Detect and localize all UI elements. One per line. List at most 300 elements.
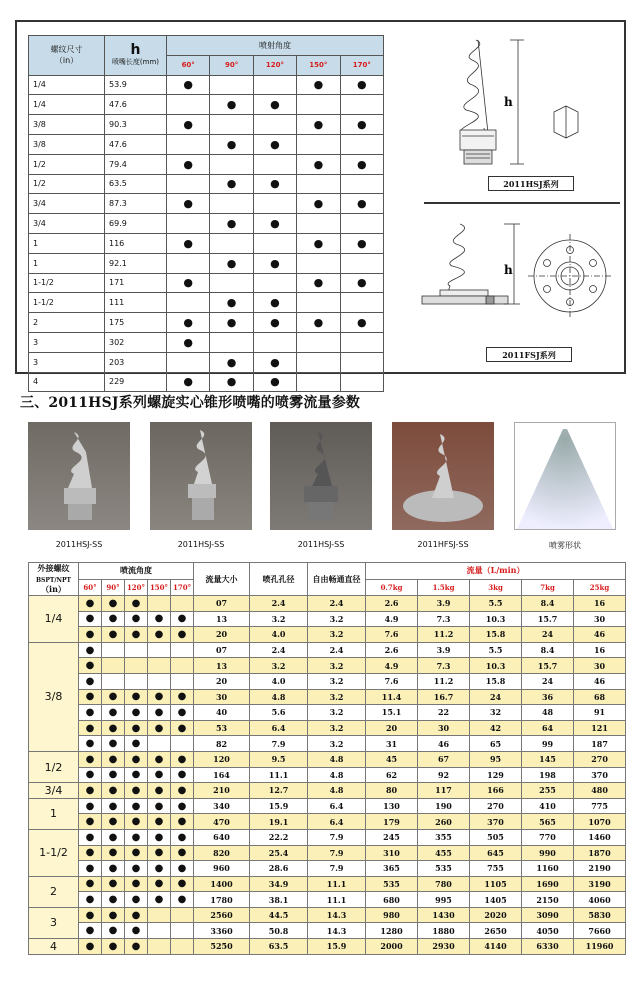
angle-dot: ● [253, 95, 296, 115]
flow-value: 80 [366, 783, 418, 799]
flow-value: 4140 [470, 939, 522, 955]
angle-header-1: 90° [210, 55, 253, 75]
hsj-h-label: h [504, 95, 513, 109]
cell-code: 30 [194, 689, 250, 705]
angle-dot: ● [167, 75, 210, 95]
angle-dot [340, 293, 383, 313]
flow-value: 2.6 [366, 596, 418, 612]
flow-value: 22 [418, 705, 470, 721]
cell-free: 3.2 [308, 673, 366, 689]
angle-dot: ● [253, 253, 296, 273]
angle-dot: ● [79, 689, 102, 705]
angle-dot: ● [125, 845, 148, 861]
angle-dot: ● [297, 75, 340, 95]
angle-dot: ● [125, 814, 148, 830]
angle-dot [148, 939, 171, 955]
cell-free: 3.2 [308, 611, 366, 627]
cell-orifice: 11.1 [250, 767, 308, 783]
cell-code: 5250 [194, 939, 250, 955]
flow-value: 4.9 [366, 658, 418, 674]
flow-value: 117 [418, 783, 470, 799]
angle-dot: ● [125, 798, 148, 814]
cell-orifice: 3.2 [250, 611, 308, 627]
nozzle-length: 47.6 [105, 95, 167, 115]
angle-dot [340, 134, 383, 154]
angle-dot: ● [171, 767, 194, 783]
flow-value: 770 [522, 829, 574, 845]
angle-dot: ● [148, 705, 171, 721]
angle-dot: ● [253, 372, 296, 392]
flow-value: 15.8 [470, 627, 522, 643]
flow-value: 45 [366, 751, 418, 767]
angle-dot: ● [102, 861, 125, 877]
flow-value: 16.7 [418, 689, 470, 705]
angle-dot [102, 658, 125, 674]
table-row [29, 253, 384, 273]
cell-orifice: 15.9 [250, 798, 308, 814]
flow-value: 455 [418, 845, 470, 861]
cell-code: 07 [194, 642, 250, 658]
cell-code: 470 [194, 814, 250, 830]
angle-dot: ● [210, 293, 253, 313]
cell-code: 1780 [194, 892, 250, 908]
flow-value: 645 [470, 845, 522, 861]
table-row [29, 658, 626, 674]
flow-value: 65 [470, 736, 522, 752]
angle-dot: ● [148, 689, 171, 705]
flow-value: 46 [574, 673, 626, 689]
angle-dot: ● [102, 923, 125, 939]
thread-size: 1-1/2 [29, 293, 105, 313]
flow-value: 565 [522, 814, 574, 830]
flow-value: 270 [574, 751, 626, 767]
angle-dot: ● [167, 273, 210, 293]
thread-size: 3/4 [29, 194, 105, 214]
angle-dot: ● [167, 233, 210, 253]
angle-dot [210, 233, 253, 253]
angle-dot: ● [102, 596, 125, 612]
angle-dot: ● [148, 892, 171, 908]
flow-value: 46 [574, 627, 626, 643]
angle-dot: ● [148, 829, 171, 845]
angle-dot [297, 253, 340, 273]
flow-value: 95 [470, 751, 522, 767]
angle-dot: ● [167, 332, 210, 352]
angle-dot [340, 253, 383, 273]
table-row [29, 876, 626, 892]
nozzle-length: 203 [105, 352, 167, 372]
cell-code: 07 [194, 596, 250, 612]
flow-value: 1105 [470, 876, 522, 892]
thread-size: 4 [29, 939, 79, 955]
angle-dot [297, 372, 340, 392]
thread-size: 2 [29, 876, 79, 907]
thread-size: 3 [29, 907, 79, 938]
angle-dot: ● [125, 939, 148, 955]
flow-value: 410 [522, 798, 574, 814]
angle-dot: ● [171, 627, 194, 643]
table-row [29, 273, 384, 293]
angle-dot [171, 923, 194, 939]
table-row [29, 596, 626, 612]
flow-value: 8.4 [522, 596, 574, 612]
cell-code: 1400 [194, 876, 250, 892]
flow-value: 1160 [522, 861, 574, 877]
angle-dot: ● [125, 611, 148, 627]
angle-dot: ● [253, 352, 296, 372]
angle-dot: ● [102, 705, 125, 721]
angle-dot: ● [102, 892, 125, 908]
flow-value: 130 [366, 798, 418, 814]
cell-orifice: 22.2 [250, 829, 308, 845]
table-row [29, 75, 384, 95]
angle-dot: ● [102, 798, 125, 814]
angle-dot: ● [79, 705, 102, 721]
flow-angle-0: 60° [79, 579, 102, 596]
nozzle-length: 63.5 [105, 174, 167, 194]
cell-code: 640 [194, 829, 250, 845]
hsj-series-caption: 2011HSJ系列 [488, 176, 574, 191]
flow-value: 680 [366, 892, 418, 908]
angle-dot: ● [79, 876, 102, 892]
cell-orifice: 5.6 [250, 705, 308, 721]
cell-free: 15.9 [308, 939, 366, 955]
angle-dot [167, 174, 210, 194]
flow-value: 5.5 [470, 596, 522, 612]
cell-code: 53 [194, 720, 250, 736]
flow-value: 16 [574, 596, 626, 612]
flow-value: 15.7 [522, 611, 574, 627]
flow-value: 990 [522, 845, 574, 861]
table-row [29, 134, 384, 154]
flow-value: 2650 [470, 923, 522, 939]
angle-dot: ● [125, 892, 148, 908]
pressure-header-0: 0.7kg [366, 579, 418, 596]
angle-dot: ● [210, 313, 253, 333]
nozzle-length: 53.9 [105, 75, 167, 95]
angle-dot: ● [79, 736, 102, 752]
angle-dot [210, 115, 253, 135]
angle-dot: ● [125, 596, 148, 612]
angle-dot: ● [79, 798, 102, 814]
flow-value: 7.6 [366, 673, 418, 689]
h-header: h 喷嘴长度(mm) [105, 36, 167, 76]
cell-code: 340 [194, 798, 250, 814]
table-row [29, 352, 384, 372]
flow-value: 10.3 [470, 611, 522, 627]
cell-orifice: 19.1 [250, 814, 308, 830]
photo-hfsj-ss [392, 422, 494, 530]
thread-size: 1-1/2 [29, 829, 79, 876]
angle-dot: ● [79, 829, 102, 845]
flow-value: 270 [470, 798, 522, 814]
flow-value: 15.1 [366, 705, 418, 721]
angle-dot: ● [171, 892, 194, 908]
angle-dot [171, 736, 194, 752]
thread-size: 1/4 [29, 596, 79, 643]
angle-dot [171, 658, 194, 674]
angle-dot: ● [253, 293, 296, 313]
thread-size: 1/2 [29, 751, 79, 782]
nozzle-length: 87.3 [105, 194, 167, 214]
flow-value: 365 [366, 861, 418, 877]
fsj-h-label: h [504, 263, 513, 277]
flow-value: 3090 [522, 907, 574, 923]
angle-dot [210, 194, 253, 214]
table-row [29, 689, 626, 705]
flow-value: 3.9 [418, 642, 470, 658]
flow-value: 67 [418, 751, 470, 767]
angle-dot [253, 154, 296, 174]
nozzle-length: 69.9 [105, 214, 167, 234]
angle-dot: ● [297, 115, 340, 135]
table-row [29, 627, 626, 643]
angle-dot: ● [167, 194, 210, 214]
angle-dot: ● [340, 154, 383, 174]
angle-dot: ● [125, 689, 148, 705]
angle-dot: ● [125, 876, 148, 892]
angle-dot: ● [171, 861, 194, 877]
angle-dot [171, 939, 194, 955]
angle-dot: ● [102, 814, 125, 830]
angle-dot: ● [125, 829, 148, 845]
flow-value: 46 [418, 736, 470, 752]
flow-value: 15.7 [522, 658, 574, 674]
flow-value: 8.4 [522, 642, 574, 658]
flow-value: 16 [574, 642, 626, 658]
cell-code: 960 [194, 861, 250, 877]
angle-dot [297, 134, 340, 154]
angle-dot: ● [102, 829, 125, 845]
table-row [29, 829, 626, 845]
flow-value: 99 [522, 736, 574, 752]
flow-value: 30 [574, 658, 626, 674]
flow-value: 2.6 [366, 642, 418, 658]
flow-value: 62 [366, 767, 418, 783]
angle-dot: ● [148, 627, 171, 643]
cell-free: 11.1 [308, 876, 366, 892]
thread-size: 3/4 [29, 783, 79, 799]
flow-value: 2190 [574, 861, 626, 877]
angle-dot [167, 95, 210, 115]
angle-header-3: 150° [297, 55, 340, 75]
cell-orifice: 4.0 [250, 673, 308, 689]
flow-value: 31 [366, 736, 418, 752]
flow-value: 32 [470, 705, 522, 721]
angle-dot: ● [297, 313, 340, 333]
flow-value: 1880 [418, 923, 470, 939]
angle-dot [125, 673, 148, 689]
angle-dot: ● [125, 627, 148, 643]
flow-value: 4060 [574, 892, 626, 908]
angle-dot [340, 372, 383, 392]
nozzle-length: 302 [105, 332, 167, 352]
angle-dot: ● [79, 596, 102, 612]
cell-code: 40 [194, 705, 250, 721]
angle-dot: ● [171, 783, 194, 799]
angle-dot: ● [125, 705, 148, 721]
angle-dot [297, 95, 340, 115]
flow-value: 129 [470, 767, 522, 783]
dimension-table [28, 35, 384, 392]
flow-value: 2150 [522, 892, 574, 908]
fsj-series-caption: 2011FSJ系列 [486, 347, 572, 362]
angle-dot [148, 642, 171, 658]
photo-spray-pattern [514, 422, 616, 530]
table-row [29, 154, 384, 174]
nozzle-length: 175 [105, 313, 167, 333]
angle-dot: ● [171, 798, 194, 814]
nozzle-length: 90.3 [105, 115, 167, 135]
angle-dot: ● [210, 214, 253, 234]
angle-dot: ● [148, 861, 171, 877]
flow-value: 7660 [574, 923, 626, 939]
angle-dot [253, 115, 296, 135]
angle-dot: ● [297, 273, 340, 293]
flow-value: 310 [366, 845, 418, 861]
flow-value: 255 [522, 783, 574, 799]
diagram-divider [424, 202, 620, 204]
angle-dot: ● [79, 939, 102, 955]
angle-dot: ● [340, 194, 383, 214]
angle-dot: ● [125, 720, 148, 736]
flow-size-header: 流量大小 [194, 563, 250, 596]
angle-dot: ● [340, 115, 383, 135]
table-row [29, 720, 626, 736]
flow-value: 1405 [470, 892, 522, 908]
angle-dot: ● [148, 720, 171, 736]
angle-dot [148, 923, 171, 939]
angle-dot [253, 233, 296, 253]
angle-dot: ● [171, 814, 194, 830]
angle-dot: ● [79, 907, 102, 923]
angle-dot [167, 352, 210, 372]
angle-dot: ● [102, 767, 125, 783]
flow-value: 355 [418, 829, 470, 845]
angle-dot: ● [148, 876, 171, 892]
flow-value: 68 [574, 689, 626, 705]
angle-dot: ● [297, 194, 340, 214]
angle-header-2: 120° [253, 55, 296, 75]
table-row [29, 611, 626, 627]
angle-dot [210, 332, 253, 352]
flow-angle-2: 120° [125, 579, 148, 596]
cell-free: 2.4 [308, 642, 366, 658]
flow-value: 505 [470, 829, 522, 845]
nozzle-length: 229 [105, 372, 167, 392]
angle-dot: ● [297, 233, 340, 253]
flow-value: 30 [574, 611, 626, 627]
angle-dot: ● [79, 845, 102, 861]
flow-value: 11.4 [366, 689, 418, 705]
cell-code: 164 [194, 767, 250, 783]
spray-angle-header: 喷射角度 [167, 36, 384, 56]
thread-size: 3/4 [29, 214, 105, 234]
flow-value: 4050 [522, 923, 574, 939]
cell-free: 7.9 [308, 861, 366, 877]
thread-size: 1/2 [29, 154, 105, 174]
flow-value: 11960 [574, 939, 626, 955]
angle-dot: ● [102, 611, 125, 627]
flow-value: 198 [522, 767, 574, 783]
flow-value: 179 [366, 814, 418, 830]
flow-value: 121 [574, 720, 626, 736]
angle-dot: ● [171, 751, 194, 767]
angle-dot [171, 907, 194, 923]
angle-dot: ● [297, 154, 340, 174]
angle-dot: ● [79, 814, 102, 830]
cell-free: 3.2 [308, 705, 366, 721]
table-row [29, 115, 384, 135]
angle-dot: ● [253, 174, 296, 194]
cell-orifice: 25.4 [250, 845, 308, 861]
table-row [29, 767, 626, 783]
cell-free: 7.9 [308, 829, 366, 845]
angle-dot [297, 293, 340, 313]
angle-dot: ● [210, 372, 253, 392]
pressure-header-4: 25kg [574, 579, 626, 596]
angle-dot [148, 596, 171, 612]
angle-dot: ● [171, 876, 194, 892]
photo-label-3: 2011HSJ-SS [297, 540, 345, 549]
thread-size: 4 [29, 372, 105, 392]
flow-value: 11.2 [418, 627, 470, 643]
angle-dot: ● [253, 214, 296, 234]
table-row [29, 313, 384, 333]
cell-orifice: 34.9 [250, 876, 308, 892]
flow-value: 1280 [366, 923, 418, 939]
flow-angle-3: 150° [148, 579, 171, 596]
table-row [29, 845, 626, 861]
flow-value: 5.5 [470, 642, 522, 658]
angle-dot [171, 596, 194, 612]
flow-value: 4.9 [366, 611, 418, 627]
angle-dot: ● [125, 861, 148, 877]
flow-value: 995 [418, 892, 470, 908]
angle-dot: ● [340, 273, 383, 293]
angle-dot [253, 194, 296, 214]
angle-dot [297, 352, 340, 372]
nozzle-length: 111 [105, 293, 167, 313]
table-row [29, 705, 626, 721]
angle-dot [148, 907, 171, 923]
thread-size: 1 [29, 233, 105, 253]
angle-dot: ● [148, 611, 171, 627]
flow-value: 3190 [574, 876, 626, 892]
flow-value: 24 [470, 689, 522, 705]
angle-dot [340, 174, 383, 194]
flow-value: 535 [418, 861, 470, 877]
photo-hsj-ss-3 [270, 422, 372, 530]
cell-code: 13 [194, 658, 250, 674]
table-row [29, 892, 626, 908]
flow-value: 11.2 [418, 673, 470, 689]
angle-dot [210, 75, 253, 95]
angle-dot: ● [79, 642, 102, 658]
table-row [29, 233, 384, 253]
angle-dot [148, 736, 171, 752]
nozzle-length: 171 [105, 273, 167, 293]
angle-dot [340, 352, 383, 372]
cell-code: 82 [194, 736, 250, 752]
angle-dot: ● [171, 611, 194, 627]
thread-size: 1/2 [29, 174, 105, 194]
cell-orifice: 63.5 [250, 939, 308, 955]
angle-dot: ● [125, 907, 148, 923]
nozzle-diagrams [400, 28, 620, 368]
thread-size: 1 [29, 253, 105, 273]
flow-value: 260 [418, 814, 470, 830]
